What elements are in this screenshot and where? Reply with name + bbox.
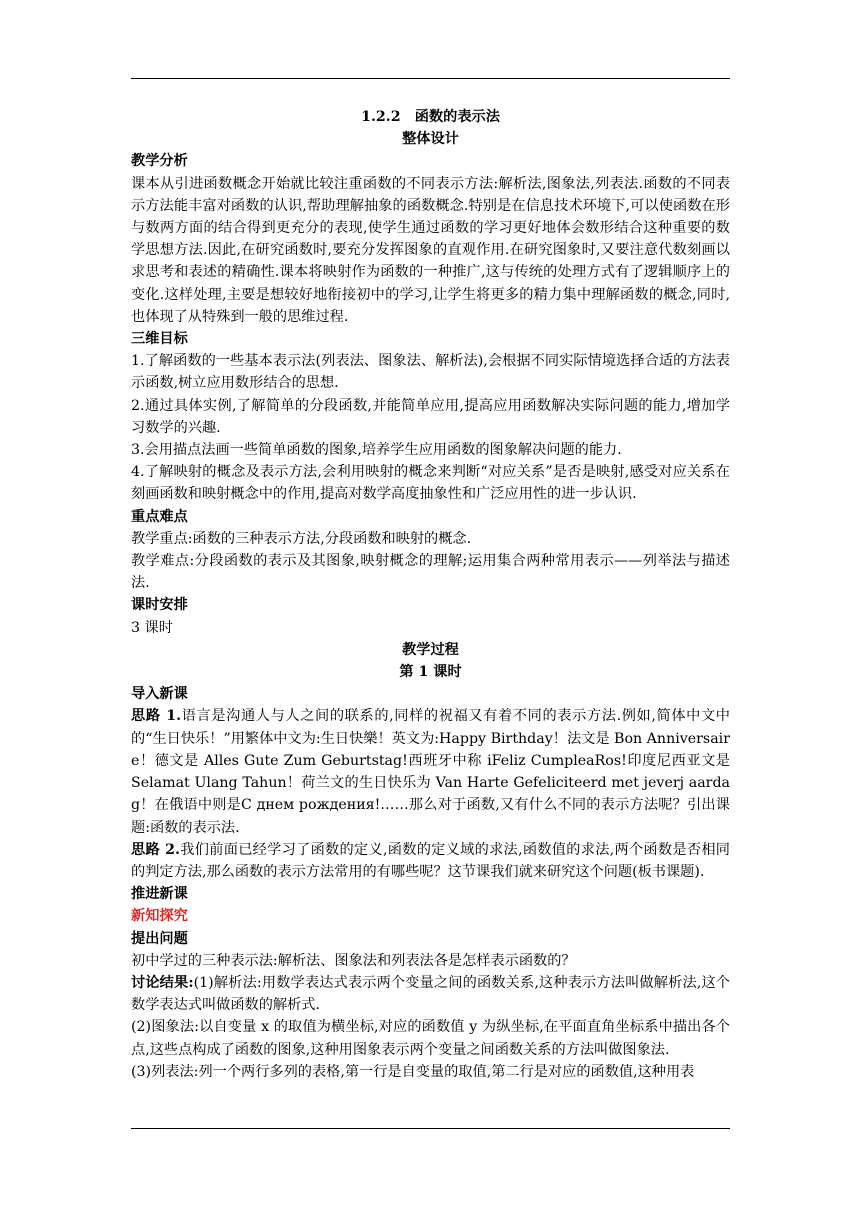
question-text: 初中学过的三种表示法:解析法、图象法和列表法各是怎样表示函数的？	[131, 952, 576, 969]
advance-heading: 推进新课	[131, 886, 188, 903]
analysis-paragraph: 课本从引进函数概念开始就比较注重函数的不同表示方法:解析法,图象法,列表法.函数的不同表示方法能丰富对函数的认识,帮助理解抽象的函数概念.特别是在信息技术环境下,可以使函数在形与数两方面的结合得到更充分的表现,使学生通过函数的学习更好地体会数形结合这种重要的数学思想方法.因此,在研究函数时,要充分发挥图象的直观作用.在研究图象时,又要注意代数刻画以求思考和表述的精确性.课本将映射作为函数的一种推广,这与传统的处理方式有了逻辑顺序上的变化.这样处理,主要是想较好地衔接初中的学习,让学生将更多的精力集中理解函数的概念,同时,也体现了从特殊到一般的思维过程.	[131, 175, 730, 325]
schedule-heading: 课时安排	[131, 597, 188, 614]
goal-item-1: 1.了解函数的一些基本表示法(列表法、图象法、解析法),会根据不同实际情境选择合适的方法表示函数,树立应用数形结合的思想.	[131, 353, 730, 392]
discussion-1	[131, 972, 730, 1016]
goal-item-3: 3.会用描点法画一些简单函数的图象,培养学生应用函数的图象解决问题的能力.	[131, 442, 622, 459]
schedule-text: 3 课时	[131, 619, 173, 636]
goals-heading: 三维目标	[131, 331, 188, 348]
discussion-2: (2)图象法:以自变量 x 的取值为横坐标,对应的函数值 y 为纵坐标,在平面直角坐标系中描出各个点,这些点构成了函数的图象,这种用图象表示两个变量之间函数关系的方法叫做图象法.	[131, 1019, 730, 1058]
goal-item-2: 2.通过具体实例,了解简单的分段函数,并能简单应用,提高应用函数解决实际问题的能力,增加学习数学的兴趣.	[131, 397, 730, 436]
idea-2-label: 思路 2.	[131, 841, 180, 858]
idea-1-label: 思路 1.	[131, 708, 182, 725]
explore-heading: 新知探究	[131, 908, 188, 925]
question-heading: 提出问题	[131, 930, 188, 947]
lesson-heading: 第 1 课时	[399, 664, 462, 681]
key-point: 教学重点:函数的三种表示方法,分段函数和映射的概念.	[131, 530, 472, 547]
analysis-heading: 教学分析	[131, 153, 188, 170]
section-title: 1.2.2 函数的表示法	[361, 109, 500, 125]
intro-heading: 导入新课	[131, 686, 188, 703]
process-heading: 教学过程	[402, 641, 459, 658]
goal-item-4: 4.了解映射的概念及表示方法,会利用映射的概念来判断“对应关系”是否是映射,感受对应关系在刻画函数和映射概念中的作用,提高对数学高度抽象性和广泛应用性的进一步认识.	[131, 464, 730, 503]
discussion-1-text: (1)解析法:用数学表达式表示两个变量之间的函数关系,这种表示方法叫做解析法,这个数学表达式叫做函数的解析式.	[131, 974, 730, 1014]
header-rule	[131, 78, 730, 79]
key-difficult-heading: 重点难点	[131, 508, 188, 525]
idea-2-text: 我们前面已经学习了函数的定义,函数的定义域的求法,函数值的求法,两个函数是否相同的判定方法,那么函数的表示方法常用的有哪些呢？这节课我们就来研究这个问题(板书课题).	[131, 841, 730, 880]
discussion-label: 讨论结果:	[131, 974, 194, 991]
discussion-3: (3)列表法:列一个两行多列的表格,第一行是自变量的取值,第二行是对应的函数值,这种用表	[131, 1063, 695, 1080]
idea-1-paragraph	[131, 705, 730, 838]
footer-rule	[131, 1128, 730, 1129]
difficult-point: 教学难点:分段函数的表示及其图象,映射概念的理解;运用集合两种常用表示——列举法与描述法.	[131, 553, 730, 592]
section-subtitle: 整体设计	[402, 131, 459, 148]
document-body	[131, 106, 730, 1083]
idea-2-paragraph	[131, 839, 730, 883]
idea-1-text: 语言是沟通人与人之间的联系的,同样的祝福又有着不同的表示方法.例如,简体中文中的“生日快乐！”用繁体中文为:生日快樂！英文为:Happy Birthday！法文是 Bon Anniversaire！德文是 Alles Gute Zum Geburtstag!西班牙中称 iFeliz CumpleaRos!印度尼西亚文是 Selamat Ulang Tahun！荷兰文的生日快乐为 Van Harte Gefeliciteerd met jeverj aardag！在俄语中则是С днем рождения!……那么对于函数,又有什么不同的表示方法呢？引出课题:函数的表示法.	[131, 708, 730, 836]
